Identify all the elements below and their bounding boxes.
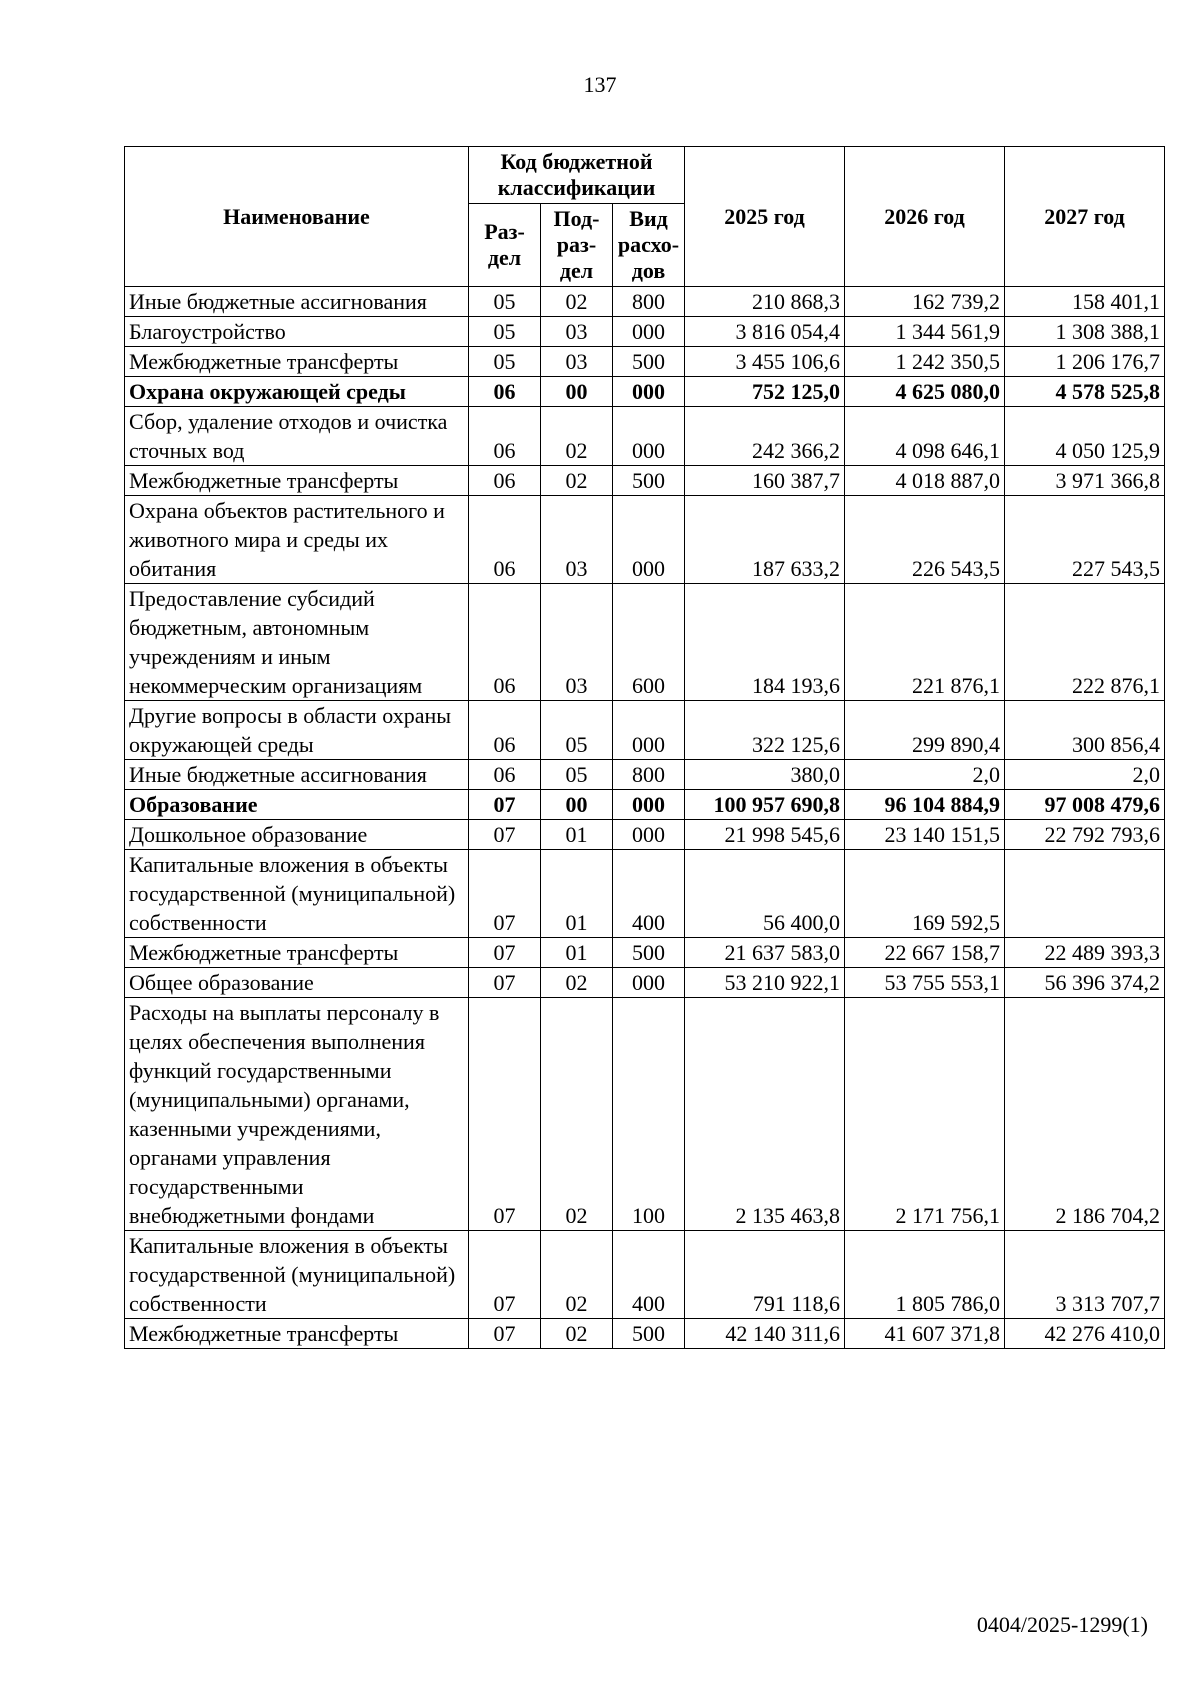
- row-razdel: 06: [469, 496, 541, 584]
- row-name: Охрана объектов растительного и животного мира и среды их обитания: [125, 496, 469, 584]
- row-name: Иные бюджетные ассигнования: [125, 287, 469, 317]
- row-value-2026: 96 104 884,9: [845, 790, 1005, 820]
- row-podrazdel: 00: [541, 377, 613, 407]
- row-name: Общее образование: [125, 968, 469, 998]
- row-vid: 400: [613, 1231, 685, 1319]
- table-row: [125, 377, 1165, 407]
- header-code-group: Код бюджетной классификации: [469, 147, 685, 204]
- row-podrazdel: 00: [541, 790, 613, 820]
- row-name: Благоустройство: [125, 317, 469, 347]
- row-name: Межбюджетные трансферты: [125, 347, 469, 377]
- row-value-2025: 184 193,6: [685, 584, 845, 701]
- row-value-2025: 322 125,6: [685, 701, 845, 760]
- row-value-2027: 2,0: [1005, 760, 1165, 790]
- row-vid: 500: [613, 466, 685, 496]
- row-value-2027: 2 186 704,2: [1005, 998, 1165, 1231]
- row-value-2027: 1 308 388,1: [1005, 317, 1165, 347]
- row-name: Межбюджетные трансферты: [125, 938, 469, 968]
- row-name: Другие вопросы в области охраны окружающей среды: [125, 701, 469, 760]
- row-value-2027: 1 206 176,7: [1005, 347, 1165, 377]
- row-vid: 500: [613, 1319, 685, 1349]
- budget-table: [124, 146, 1165, 1349]
- row-name: Дошкольное образование: [125, 820, 469, 850]
- table-row: [125, 790, 1165, 820]
- row-razdel: 07: [469, 938, 541, 968]
- row-razdel: 06: [469, 407, 541, 466]
- row-value-2025: 210 868,3: [685, 287, 845, 317]
- row-razdel: 06: [469, 466, 541, 496]
- row-vid: 800: [613, 760, 685, 790]
- row-vid: 500: [613, 938, 685, 968]
- row-value-2027: 22 792 793,6: [1005, 820, 1165, 850]
- row-podrazdel: 02: [541, 1319, 613, 1349]
- row-value-2025: 3 455 106,6: [685, 347, 845, 377]
- row-value-2026: 4 098 646,1: [845, 407, 1005, 466]
- row-value-2027: 4 050 125,9: [1005, 407, 1165, 466]
- table-header: [125, 147, 1165, 287]
- row-name: Расходы на выплаты персоналу в целях обеспечения выполнения функций государственными (муниципальными) органами, казенными учреждениями, органами управления государственными внебюджетными фондами: [125, 998, 469, 1231]
- row-value-2027: [1005, 850, 1165, 938]
- row-value-2026: 2 171 756,1: [845, 998, 1005, 1231]
- table-row: [125, 496, 1165, 584]
- table-row: [125, 347, 1165, 377]
- header-vid: Вид расхо- дов: [613, 204, 685, 287]
- row-name: Иные бюджетные ассигнования: [125, 760, 469, 790]
- table-row: [125, 317, 1165, 347]
- row-name: Межбюджетные трансферты: [125, 466, 469, 496]
- row-razdel: 07: [469, 968, 541, 998]
- row-razdel: 07: [469, 850, 541, 938]
- row-value-2025: 187 633,2: [685, 496, 845, 584]
- row-value-2027: 42 276 410,0: [1005, 1319, 1165, 1349]
- row-value-2026: 1 805 786,0: [845, 1231, 1005, 1319]
- row-podrazdel: 02: [541, 287, 613, 317]
- row-vid: 000: [613, 701, 685, 760]
- row-podrazdel: 05: [541, 760, 613, 790]
- row-podrazdel: 01: [541, 938, 613, 968]
- header-2026: 2026 год: [845, 147, 1005, 287]
- row-podrazdel: 03: [541, 496, 613, 584]
- row-value-2025: 21 637 583,0: [685, 938, 845, 968]
- row-value-2025: 160 387,7: [685, 466, 845, 496]
- row-value-2025: 100 957 690,8: [685, 790, 845, 820]
- row-vid: 000: [613, 496, 685, 584]
- row-vid: 400: [613, 850, 685, 938]
- row-value-2026: 2,0: [845, 760, 1005, 790]
- row-name: Образование: [125, 790, 469, 820]
- row-value-2026: 41 607 371,8: [845, 1319, 1005, 1349]
- row-value-2026: 162 739,2: [845, 287, 1005, 317]
- row-value-2027: 158 401,1: [1005, 287, 1165, 317]
- header-name: Наименование: [125, 147, 469, 287]
- row-podrazdel: 05: [541, 701, 613, 760]
- table-row: [125, 701, 1165, 760]
- row-value-2026: 169 592,5: [845, 850, 1005, 938]
- table-row: [125, 850, 1165, 938]
- row-podrazdel: 03: [541, 317, 613, 347]
- row-razdel: 06: [469, 584, 541, 701]
- row-razdel: 05: [469, 347, 541, 377]
- row-value-2027: 4 578 525,8: [1005, 377, 1165, 407]
- row-vid: 000: [613, 790, 685, 820]
- row-podrazdel: 02: [541, 968, 613, 998]
- row-value-2026: 53 755 553,1: [845, 968, 1005, 998]
- row-value-2027: 222 876,1: [1005, 584, 1165, 701]
- row-vid: 000: [613, 407, 685, 466]
- row-value-2025: 53 210 922,1: [685, 968, 845, 998]
- row-razdel: 07: [469, 820, 541, 850]
- row-podrazdel: 02: [541, 466, 613, 496]
- table-row: [125, 998, 1165, 1231]
- table-row: [125, 287, 1165, 317]
- row-razdel: 06: [469, 377, 541, 407]
- row-value-2025: 42 140 311,6: [685, 1319, 845, 1349]
- row-value-2027: 56 396 374,2: [1005, 968, 1165, 998]
- header-razdel: Раз- дел: [469, 204, 541, 287]
- table-row: [125, 466, 1165, 496]
- row-podrazdel: 01: [541, 850, 613, 938]
- row-podrazdel: 02: [541, 407, 613, 466]
- row-name: Капитальные вложения в объекты государственной (муниципальной) собственности: [125, 1231, 469, 1319]
- row-razdel: 06: [469, 701, 541, 760]
- row-podrazdel: 03: [541, 584, 613, 701]
- row-razdel: 07: [469, 998, 541, 1231]
- row-name: Предоставление субсидий бюджетным, автономным учреждениям и иным некоммерческим организациям: [125, 584, 469, 701]
- row-razdel: 06: [469, 760, 541, 790]
- row-value-2025: 791 118,6: [685, 1231, 845, 1319]
- row-value-2027: 3 313 707,7: [1005, 1231, 1165, 1319]
- row-name: Капитальные вложения в объекты государственной (муниципальной) собственности: [125, 850, 469, 938]
- row-value-2026: 1 344 561,9: [845, 317, 1005, 347]
- row-value-2026: 22 667 158,7: [845, 938, 1005, 968]
- row-podrazdel: 03: [541, 347, 613, 377]
- row-value-2025: 752 125,0: [685, 377, 845, 407]
- row-value-2026: 221 876,1: [845, 584, 1005, 701]
- table-row: [125, 407, 1165, 466]
- row-value-2027: 227 543,5: [1005, 496, 1165, 584]
- row-vid: 600: [613, 584, 685, 701]
- table-row: [125, 584, 1165, 701]
- row-value-2027: 22 489 393,3: [1005, 938, 1165, 968]
- row-podrazdel: 02: [541, 1231, 613, 1319]
- table-body: [125, 287, 1165, 1349]
- row-value-2025: 3 816 054,4: [685, 317, 845, 347]
- header-2027: 2027 год: [1005, 147, 1165, 287]
- row-razdel: 07: [469, 1319, 541, 1349]
- row-value-2026: 1 242 350,5: [845, 347, 1005, 377]
- row-vid: 000: [613, 820, 685, 850]
- row-vid: 000: [613, 317, 685, 347]
- row-podrazdel: 01: [541, 820, 613, 850]
- row-vid: 100: [613, 998, 685, 1231]
- row-value-2025: 56 400,0: [685, 850, 845, 938]
- row-value-2027: 3 971 366,8: [1005, 466, 1165, 496]
- row-value-2025: 380,0: [685, 760, 845, 790]
- row-value-2027: 97 008 479,6: [1005, 790, 1165, 820]
- row-vid: 000: [613, 968, 685, 998]
- header-podrazdel: Под- раз- дел: [541, 204, 613, 287]
- row-value-2025: 21 998 545,6: [685, 820, 845, 850]
- row-value-2026: 23 140 151,5: [845, 820, 1005, 850]
- row-value-2026: 4 018 887,0: [845, 466, 1005, 496]
- document-code: 0404/2025-1299(1): [976, 1612, 1148, 1637]
- header-2025: 2025 год: [685, 147, 845, 287]
- row-vid: 800: [613, 287, 685, 317]
- row-vid: 000: [613, 377, 685, 407]
- table-row: [125, 1231, 1165, 1319]
- row-razdel: 05: [469, 287, 541, 317]
- row-value-2027: 300 856,4: [1005, 701, 1165, 760]
- row-value-2025: 2 135 463,8: [685, 998, 845, 1231]
- table-row: [125, 968, 1165, 998]
- table-row: [125, 760, 1165, 790]
- row-name: Межбюджетные трансферты: [125, 1319, 469, 1349]
- row-value-2026: 226 543,5: [845, 496, 1005, 584]
- row-name: Сбор, удаление отходов и очистка сточных вод: [125, 407, 469, 466]
- row-podrazdel: 02: [541, 998, 613, 1231]
- row-razdel: 07: [469, 790, 541, 820]
- row-name: Охрана окружающей среды: [125, 377, 469, 407]
- table-row: [125, 1319, 1165, 1349]
- row-value-2026: 299 890,4: [845, 701, 1005, 760]
- row-value-2026: 4 625 080,0: [845, 377, 1005, 407]
- row-value-2025: 242 366,2: [685, 407, 845, 466]
- row-vid: 500: [613, 347, 685, 377]
- table-row: [125, 938, 1165, 968]
- table-row: [125, 820, 1165, 850]
- row-razdel: 05: [469, 317, 541, 347]
- page-number: 137: [583, 72, 617, 97]
- row-razdel: 07: [469, 1231, 541, 1319]
